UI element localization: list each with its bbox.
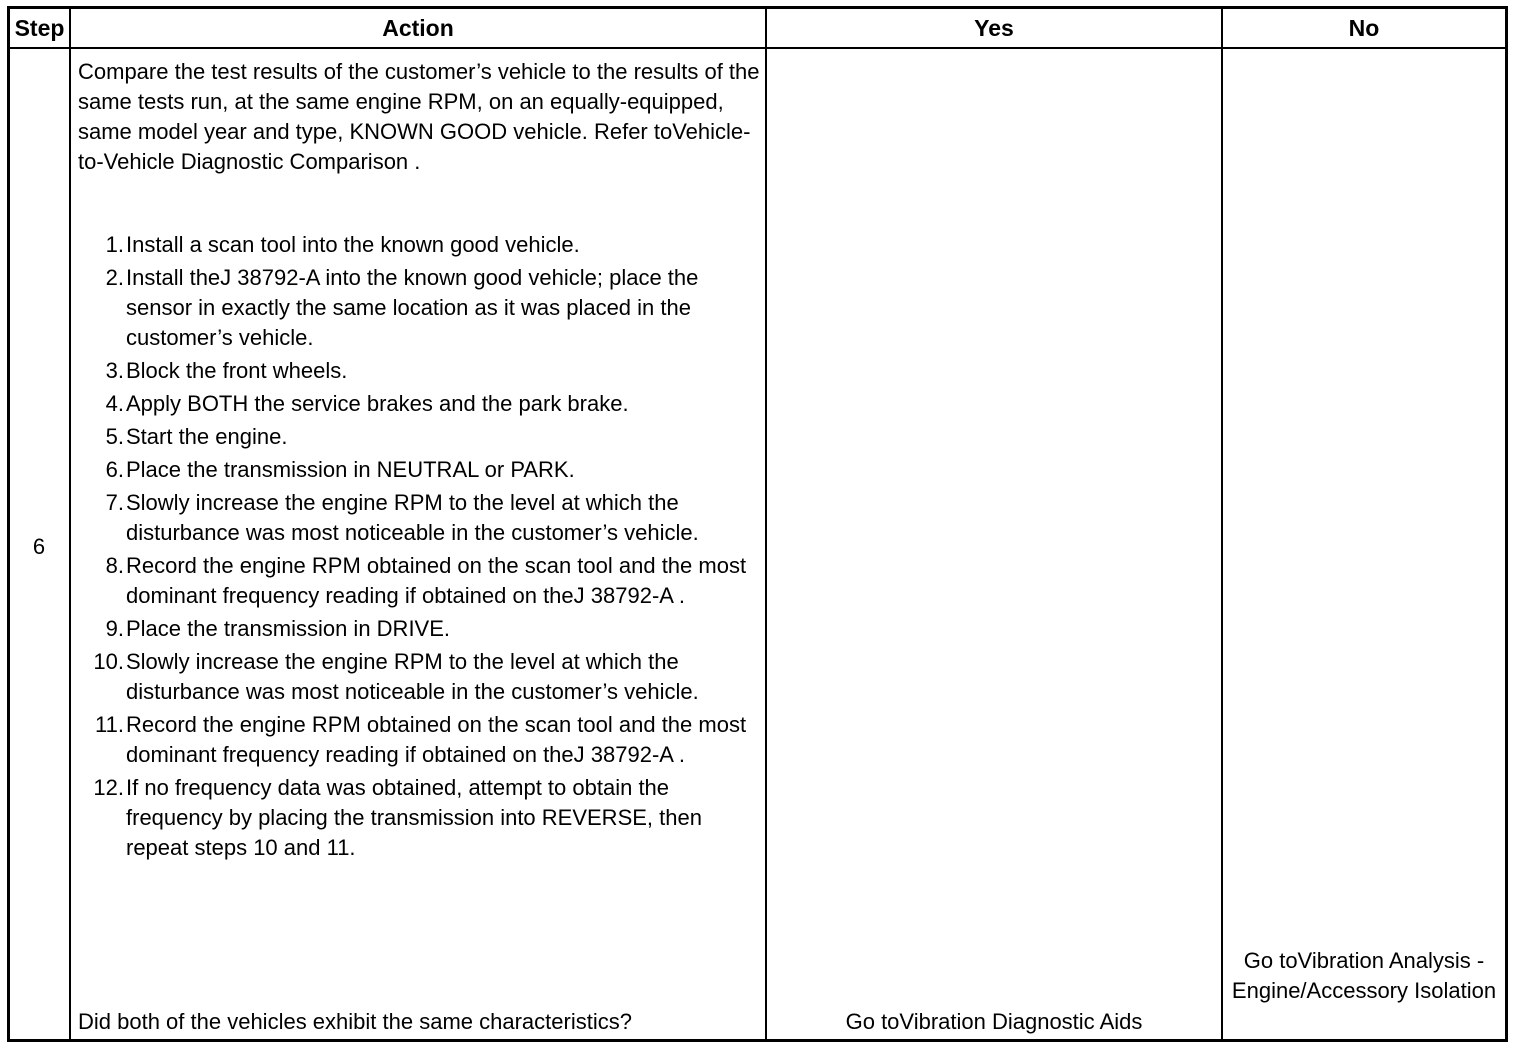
step-item-number: 5. (105, 424, 124, 449)
step-number: 6 (32, 534, 46, 559)
step-item-text: Apply BOTH the service brakes and the park brake. (126, 391, 629, 416)
step-item-text: Place the transmission in DRIVE. (126, 616, 451, 641)
step-item-text: Record the engine RPM obtained on the scan tool and the most dominant frequency reading if obtained on theJ 38792-A . (126, 553, 747, 608)
step-item-text: Start the engine. (126, 424, 288, 449)
step-item-text: Place the transmission in NEUTRAL or PARK. (126, 457, 575, 482)
step-item-number: 10. (93, 649, 124, 674)
list-item (78, 422, 763, 452)
column-divider-step (69, 6, 71, 1042)
list-item (78, 230, 763, 260)
step-item-number: 4. (105, 391, 124, 416)
list-item (78, 710, 763, 770)
step-item-text: Install theJ 38792-A into the known good vehicle; place the sensor in exactly the same location as it was placed in the customer’s vehicle. (126, 265, 699, 350)
list-item (78, 356, 763, 386)
header-no: No (1348, 14, 1380, 41)
yes-result-link[interactable]: Go toVibration Diagnostic Aids (845, 1009, 1143, 1034)
step-item-text: Block the front wheels. (126, 358, 348, 383)
action-question: Did both of the vehicles exhibit the same characteristics? (78, 1009, 632, 1034)
step-item-number: 7. (105, 490, 124, 515)
step-item-number: 2. (105, 265, 124, 290)
table-border-bottom (7, 1039, 1508, 1042)
list-item (78, 263, 763, 353)
step-item-text: Slowly increase the engine RPM to the level at which the disturbance was most noticeable in the customer’s vehicle. (126, 490, 699, 545)
no-result-link[interactable]: Go toVibration Analysis - Engine/Accessory Isolation (1231, 948, 1497, 1003)
list-item (78, 455, 763, 485)
step-item-number: 1. (105, 232, 124, 257)
step-item-number: 12. (93, 775, 124, 800)
step-item-text: Install a scan tool into the known good vehicle. (126, 232, 580, 257)
header-action: Action (382, 14, 454, 41)
procedure-steps (78, 230, 763, 866)
step-item-number: 6. (105, 457, 124, 482)
list-item (78, 389, 763, 419)
list-item (78, 647, 763, 707)
step-item-number: 9. (105, 616, 124, 641)
list-item (78, 614, 763, 644)
list-item (78, 551, 763, 611)
table-border-left (7, 6, 10, 1042)
header-step: Step (14, 14, 65, 41)
step-item-text: If no frequency data was obtained, attempt to obtain the frequency by placing the transmission into REVERSE, then repeat steps 10 and 11. (126, 775, 702, 860)
step-item-number: 11. (95, 712, 124, 737)
list-item (78, 773, 763, 863)
table-border-right (1505, 6, 1508, 1042)
step-item-number: 3. (105, 358, 124, 383)
column-divider-action (765, 6, 767, 1042)
action-intro: Compare the test results of the customer’s vehicle to the results of the same tests run, at the same engine RPM, on an equally-equipped, same model year and type, KNOWN GOOD vehicle. Refer toVehicle-to-Vehicle Diagnostic Comparison . (78, 59, 760, 174)
step-item-text: Slowly increase the engine RPM to the level at which the disturbance was most noticeable in the customer’s vehicle. (126, 649, 699, 704)
list-item (78, 488, 763, 548)
step-item-text: Record the engine RPM obtained on the scan tool and the most dominant frequency reading if obtained on theJ 38792-A . (126, 712, 747, 767)
step-item-number: 8. (105, 553, 124, 578)
header-yes: Yes (974, 14, 1014, 41)
column-divider-yes (1221, 6, 1223, 1042)
